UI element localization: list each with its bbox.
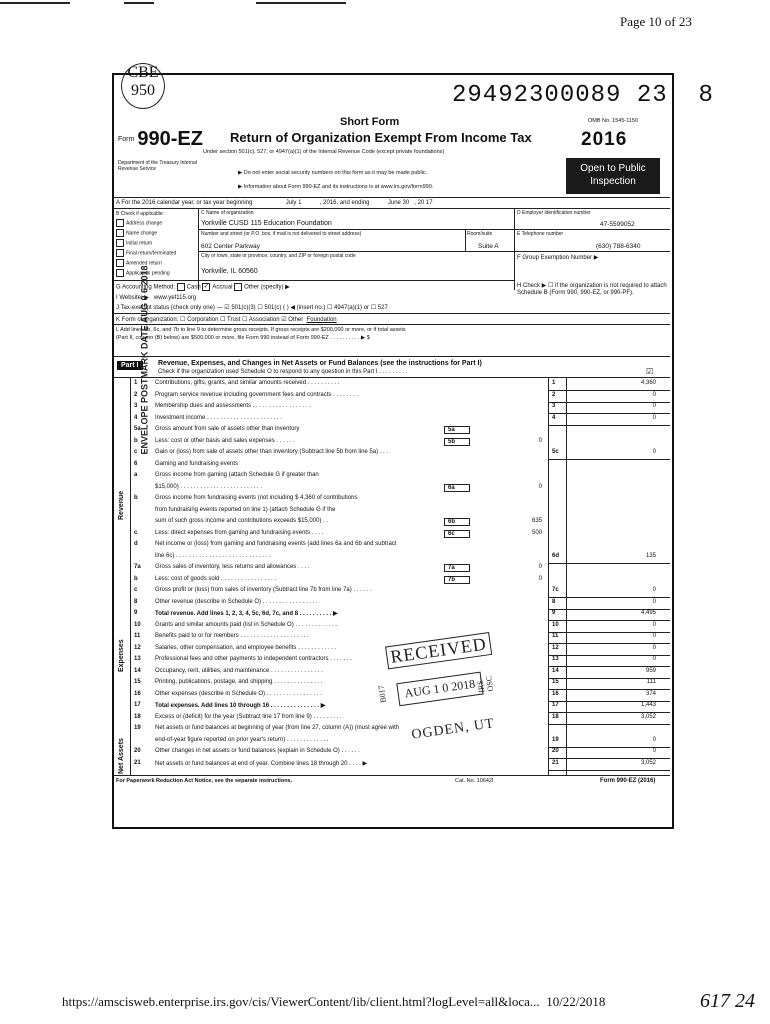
checkbox[interactable] (116, 259, 124, 267)
line-number: 8 (134, 598, 138, 605)
form-footer-tag: Form 990-EZ (2016) (600, 778, 656, 784)
part-title: Revenue, Expenses, and Changes in Net Assets or Fund Balances (see the instructions for Part I) (158, 360, 482, 367)
line-number: 16 (134, 690, 141, 697)
line-description: Total revenue. Add lines 1, 2, 3, 4, 5c, 6d, 7c, and 8 . . . . . . . . . . ▶ (155, 611, 338, 617)
expenses-label: Expenses (118, 639, 125, 672)
line-number: 7a (134, 564, 141, 570)
line-number: 14 (134, 667, 141, 674)
line-number: 5a (134, 426, 141, 432)
footer-url: https://amscisweb.enterprise.irs.gov/cis/ViewerContent/lib/client.html?logLevel=all&loca... 10/22/2018 (62, 994, 606, 1009)
line-number: 19 (134, 725, 141, 731)
line-amount: 374 (645, 690, 656, 697)
line-number: 1 (134, 380, 138, 386)
line-number: b (134, 575, 138, 582)
line-number: 4 (134, 414, 138, 421)
line-box: 21 (552, 759, 559, 766)
info-notice: ▶ Information about Form 990-EZ and its instructions is at www.irs.gov/form990. (238, 184, 434, 190)
line-number: 3 (134, 403, 138, 409)
line-amount: 3,052 (640, 759, 656, 766)
line-description: Net assets or fund balances at beginning of year (from line 27, column (A)) (must agree with (155, 725, 400, 731)
stamp-side-left: B017 (376, 684, 388, 704)
line-amount: 135 (645, 552, 656, 559)
line-number: 17 (134, 702, 141, 708)
net-assets-label: Net Assets (118, 738, 125, 774)
room-suite-label: Room/suite (467, 231, 493, 237)
sub-line-amount: 0 (538, 437, 542, 444)
dln-number: 29492300089 23 8 (452, 82, 714, 109)
line-description: Less: cost of goods sold . . . . . . . . . . . . . . . . . (155, 575, 277, 582)
street-label: Number and street (or P.O. box, if mail is not delivered to street address) (201, 231, 362, 237)
paperwork-notice: For Paperwork Reduction Act Notice, see the separate instructions. (116, 778, 293, 784)
sub-line-box: 7a (444, 564, 470, 572)
line-description: Membership dues and assessments . . . . . . . . . . . . . . . . . . (155, 403, 312, 409)
line-number: 10 (134, 621, 141, 628)
check-applicable-item[interactable]: Initial return (116, 239, 152, 247)
line-box: 9 (552, 610, 556, 616)
scan-mark (124, 2, 154, 4)
line-description: Program service revenue including government fees and contracts . . . . . . . . (155, 391, 359, 398)
website-line: I Website: ▶ www.yef115.org (116, 295, 197, 301)
sub-line-box: 7b (444, 576, 470, 584)
checkbox[interactable] (116, 239, 124, 247)
org-name: Yorkville CUSD 115 Education Foundation (201, 220, 332, 227)
sub-line-amount: 0 (538, 483, 542, 490)
line-number: 6 (134, 460, 138, 467)
line-box: 17 (552, 702, 559, 708)
line-amount: 0 (652, 633, 656, 639)
line-amount: 0 (652, 644, 656, 651)
ein-label: D Employer identification number (517, 210, 591, 216)
checkbox[interactable] (116, 219, 124, 227)
line-amount: 3,052 (640, 713, 656, 720)
line-description: Investment income . . . . . . . . . . . . . . . . . . . . . . . (155, 414, 283, 421)
line-number: 15 (134, 679, 141, 685)
org-name-label: C Name of organization (201, 210, 254, 216)
line-amount: 0 (652, 403, 656, 409)
checkbox[interactable] (116, 229, 124, 237)
line-box: 12 (552, 644, 559, 651)
line-box: 6d (552, 552, 560, 559)
checkbox[interactable] (116, 269, 124, 277)
form-number: Form 990-EZ (118, 128, 203, 150)
form-year: 2016 (581, 129, 628, 150)
line-number: 20 (134, 748, 141, 754)
gross-receipts-line1: L Add lines 5b, 6c, and 7b to line 9 to determine gross receipts. If gross receipts are $200,000 or more, or if total assets (116, 327, 406, 333)
line-amount: 0 (652, 748, 656, 754)
website: www.yef115.org (153, 295, 197, 301)
suite: Suite A (478, 243, 499, 250)
line-number: c (134, 449, 138, 455)
line-number: 21 (134, 759, 141, 766)
sub-line-box: 6a (444, 484, 470, 492)
line-description: line 6c) . . . . . . . . . . . . . . . . . . . . . . . . . . . . . (155, 552, 272, 559)
accounting-method: G Accounting Method: Cash ✓ Accrual Other (specify) ▶ (116, 283, 290, 291)
line-number: b (134, 437, 138, 444)
line-description: sum of such gross income and contributions exceeds $15,000) . . (155, 518, 329, 524)
check-applicable-item[interactable]: Final return/terminated (116, 249, 176, 257)
line-description: Professional fees and other payments to independent contractors . . . . . . . (155, 656, 352, 662)
open-to-public: Open to Public Inspection (566, 158, 660, 194)
line-amount: 0 (652, 656, 656, 662)
city-label: City or town, state or province, country, and ZIP or foreign postal code (201, 253, 356, 259)
cat-number: Cat. No. 10642I (455, 778, 494, 784)
line-description: Other expenses (describe in Schedule O) . . . . . . . . . . . . . . . . . (155, 690, 322, 697)
sub-line-amount: 635 (531, 518, 542, 524)
received-date: AUG 1 0 2018 (396, 672, 483, 707)
sub-line-amount: 0 (538, 575, 542, 582)
line-number: 18 (134, 713, 141, 720)
line-box: 20 (552, 748, 559, 754)
line-box: 16 (552, 690, 559, 697)
page-number: Page 10 of 23 (620, 14, 692, 29)
sub-line-box: 6b (444, 518, 470, 526)
line-description: Net income or (loss) from gaming and fundraising events (add lines 6a and 6b and subtract (155, 541, 397, 547)
line-box: 10 (552, 621, 559, 628)
line-box: 7c (552, 587, 559, 593)
line-amount: 0 (652, 736, 656, 743)
line-description: Gaming and fundraising events (155, 460, 239, 467)
line-box: 14 (552, 667, 559, 674)
line-description: Contributions, gifts, grants, and similar amounts received . . . . . . . . . . (155, 380, 340, 386)
schedule-b-check: H Check ▶ ☐ if the organization is not required to attach Schedule B (Form 990, 990-EZ, or 990-PF). (517, 283, 667, 296)
phone: (630) 788-6340 (596, 243, 641, 250)
received-city: OGDEN, UT (410, 716, 496, 743)
sub-line-box: 5b (444, 438, 470, 446)
scan-mark (256, 2, 346, 4)
line-description: Gross profit or (loss) from sales of inventory (Subtract line 7b from line 7a) . . . . . . (155, 587, 372, 593)
line-box: 15 (552, 679, 559, 685)
line-box: 18 (552, 713, 559, 720)
line-number: 13 (134, 656, 141, 662)
city: Yorkville, IL 60560 (201, 268, 258, 275)
line-number: d (134, 541, 138, 547)
street-address: 602 Center Parkway (201, 243, 260, 250)
check-applicable-item[interactable]: Amended return (116, 259, 162, 267)
sub-line-box: 6c (444, 530, 470, 538)
sub-line-box: 5a (444, 426, 470, 434)
line-number: 12 (134, 644, 141, 651)
revenue-label: Revenue (118, 490, 125, 520)
group-exemption: F Group Exemption Number ▶ (517, 255, 599, 261)
line-description: Occupancy, rent, utilities, and maintenance . . . . . . . . . . . . . . . . (155, 667, 323, 674)
line-number: 11 (134, 633, 141, 639)
line-description: Less: direct expenses from gaming and fundraising events . . . . (155, 529, 324, 536)
tax-exempt-status: J Tax-exempt status (check only one) — ☑ 501(c)(3) ☐ 501(c) ( ) ◀ (insert no.) ☐ 4947(a)(1) or ☐ 527 (116, 305, 388, 311)
line-description: Gross income from gaming (attach Schedule G if greater than (155, 472, 319, 478)
line-box: 1 (552, 380, 556, 386)
received-stamp (371, 630, 501, 755)
line-amount: 1,443 (640, 702, 656, 708)
line-amount: 0 (652, 414, 656, 421)
line-amount: 0 (652, 391, 656, 398)
phone-label: E Telephone number (517, 231, 564, 237)
line-description: Gross sales of inventory, less returns and allowances . . . . (155, 564, 310, 570)
ein: 47-5599052 (600, 221, 635, 228)
line-box: 5c (552, 449, 559, 455)
line-number: a (134, 472, 138, 478)
line-number: 2 (134, 391, 138, 398)
line-description: Gross income from fundraising events (not including $ 4,360 of contributions (155, 495, 358, 501)
line-description: Gross amount from sale of assets other than inventory (155, 426, 300, 432)
line-box: 2 (552, 391, 556, 398)
line-description: Benefits paid to or for members . . . . . . . . . . . . . . . . . . . . . (155, 633, 309, 639)
form-of-org: K Form of organization: ☐ Corporation ☐ Trust ☐ Association ☑ Other Foundation (116, 317, 337, 323)
sub-line-amount: 500 (531, 529, 542, 536)
tax-year-line: A For the 2016 calendar year, or tax year beginning July 1 , 2016, and ending June 30 , 20 17 (116, 200, 433, 206)
line-box: 11 (552, 633, 559, 639)
footer-handwritten-mark: 617 24 (700, 990, 755, 1012)
schedule-o-check: Check if the organization used Schedule O to respond to any question in this Part I . . . . . . . . . (158, 369, 408, 375)
check-applicable-label: B Check if applicable: (116, 211, 165, 217)
line-number: c (134, 529, 138, 536)
line-description: Net assets or fund balances at end of year. Combine lines 18 through 20 . . . . ▶ (155, 760, 368, 767)
omb-number: OMB No. 1545-1150 (588, 118, 639, 124)
line-number: b (134, 495, 138, 501)
line-description: Gain or (loss) from sale of assets other than inventory (Subtract line 5b from line 5a) . . . (155, 449, 389, 455)
part-tag: Part I (117, 361, 143, 370)
check-applicable-item[interactable]: Address change (116, 219, 162, 227)
line-box: 3 (552, 403, 556, 409)
line-description: Grants and similar amounts paid (list in Schedule O) . . . . . . . . . . . . . (155, 621, 338, 628)
check-applicable-item[interactable]: Application pending (116, 269, 170, 277)
line-amount: 0 (652, 587, 656, 593)
dln-prefix: CBE 950 (121, 63, 165, 109)
stamp-side-right: IRS-OSC (475, 675, 496, 694)
line-amount: 0 (652, 598, 656, 605)
line-description: $15,000) . . . . . . . . . . . . . . . . . . . . . . . . . (155, 483, 263, 490)
line-description: Other revenue (describe in Schedule O) . . . . . . . . . . . . . . . . . (155, 598, 318, 605)
line-box: 4 (552, 414, 556, 421)
line-description: Printing, publications, postage, and shipping . . . . . . . . . . . . . . . (155, 679, 323, 685)
ssn-notice: ▶ Do not enter social security numbers on this form as it may be made public. (238, 170, 428, 176)
line-description: Total expenses. Add lines 10 through 16 . . . . . . . . . . . . . . . ▶ (155, 703, 326, 709)
form-subtitle: Under section 501(c), 527, or 4947(a)(1) of the Internal Revenue Code (except private foundations) (203, 149, 445, 155)
line-description: end-of-year figure reported on prior year's return) . . . . . . . . . . . . . (155, 736, 329, 743)
short-form-label: Short Form (340, 116, 400, 128)
line-amount: 0 (652, 449, 656, 455)
line-number: c (134, 587, 138, 593)
line-amount: 4,495 (640, 610, 656, 616)
line-amount: 0 (652, 621, 656, 628)
line-description: Excess or (deficit) for the year (Subtract line 17 from line 9) . . . . . . . . . (155, 713, 342, 720)
line-box: 19 (552, 736, 559, 743)
line-description: Salaries, other compensation, and employee benefits . . . . . . . . . . . . (155, 644, 337, 651)
line-description: from fundraising events reported on line 1) (attach Schedule G if the (155, 506, 336, 513)
line-amount: 4,360 (640, 380, 656, 386)
scan-mark (0, 2, 70, 4)
line-amount: 111 (646, 679, 656, 685)
line-box: 13 (552, 656, 559, 662)
department: Department of the Treasury Internal Revenue Service (118, 160, 197, 172)
check-applicable-item[interactable]: Name change (116, 229, 157, 237)
gross-receipts-line2: (Part II, column (B) below) are $500,000 or more, file Form 990 instead of Form 990-EZ . . . . . . . . . . ▶ $ (116, 335, 370, 341)
form-title: Return of Organization Exempt From Income Tax (230, 130, 532, 145)
sub-line-amount: 0 (538, 564, 542, 570)
line-description: Other changes in net assets or fund balances (explain in Schedule O) . . . . . . (155, 748, 360, 754)
line-amount: 959 (645, 667, 656, 674)
envelope-postmark: ENVELOPE POSTMARK DATE AUG 0 6 2018 (139, 265, 150, 455)
line-description: Less: cost or other basis and sales expenses . . . . . . (155, 437, 295, 444)
received-text: RECEIVED (385, 632, 492, 669)
line-number: 9 (134, 610, 138, 616)
schedule-o-checkbox: ☑ (646, 367, 654, 376)
line-box: 8 (552, 598, 556, 605)
checkbox[interactable] (116, 249, 124, 257)
